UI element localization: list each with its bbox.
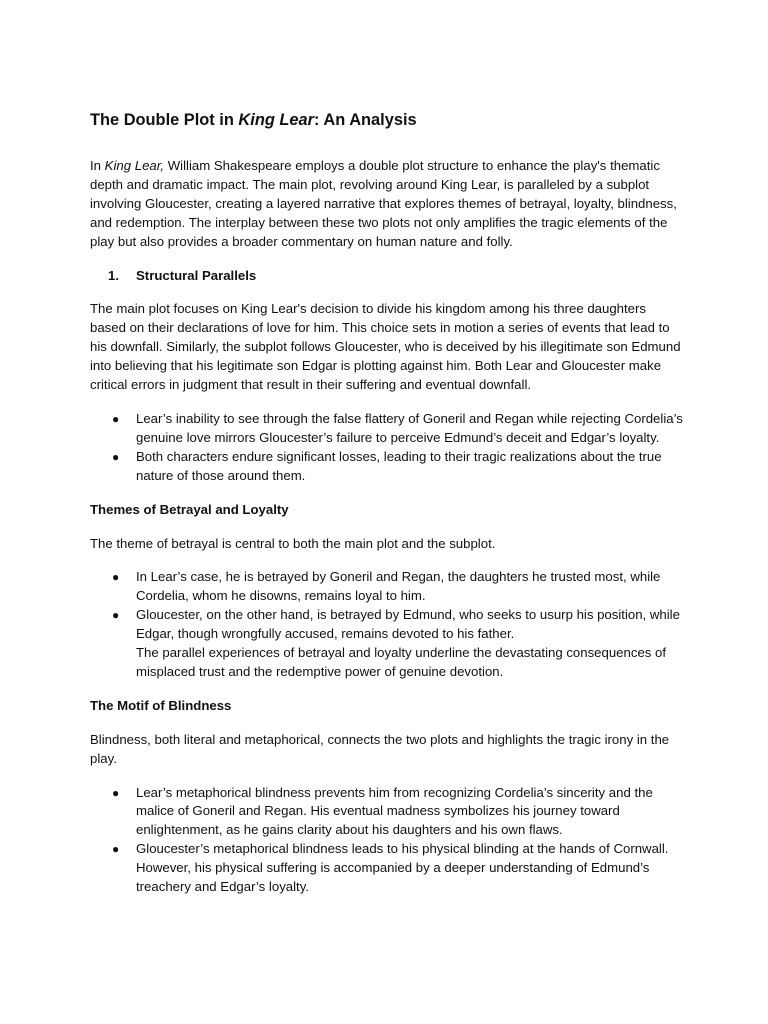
list-item-continuation: The parallel experiences of betrayal and loyalty underline the devastating consequences of misplaced trust and the redemptive power of genuine devotion. [136,645,667,679]
section-number: 1. [108,267,119,283]
blindness-list [90,784,684,897]
bullet-icon: ● [112,449,120,464]
bullet-icon: ● [112,570,120,585]
list-item [90,448,684,486]
title-prefix: The Double Plot in [90,111,239,129]
bullet-icon: ● [112,785,120,800]
bullet-icon: ● [112,842,120,857]
section-structural-parallels-heading [90,267,684,286]
document-title [90,108,684,132]
intro-rest: William Shakespeare employs a double plot structure to enhance the play's thematic depth and dramatic impact. The main plot, revolving around King Lear, is paralleled by a subplot involving Gloucester, creating a layered narrative that explores themes of betrayal, loyalty, blindness, and redemption. The interplay between these two plots not only amplifies the tragic elements of the play but also provides a broader commentary on human nature and folly. [90,158,677,249]
list-item-text: Both characters endure significant losses, leading to their tragic realizations about the true nature of those around them. [136,448,662,483]
list-item [90,840,684,897]
section-betrayal-heading: Themes of Betrayal and Loyalty [90,501,289,517]
intro-italic: King Lear, [104,158,165,173]
betrayal-paragraph: The theme of betrayal is central to both the main plot and the subplot. [90,535,496,551]
bullet-icon: ● [112,411,120,426]
betrayal-list [90,568,684,681]
list-item-text: Lear’s inability to see through the false flattery of Goneril and Regan while rejecting Cordelia’s genuine love mirrors Gloucester’s failure to perceive Edmund’s deceit and Edgar’s loyalty. [136,410,683,445]
list-item [90,784,684,841]
list-item-text: Gloucester, on the other hand, is betrayed by Edmund, who seeks to usurp his position, while Edgar, though wrongfully accused, remains devoted to his father. [136,607,680,642]
structural-parallels-list [90,410,684,486]
blindness-paragraph: Blindness, both literal and metaphorical, connects the two plots and highlights the tragic irony in the play. [90,731,670,766]
list-item-text: In Lear’s case, he is betrayed by Goneril and Regan, the daughters he trusted most, while Cordelia, whom he disowns, remains loyal to him. [136,569,661,604]
list-item [90,606,684,682]
list-item [90,410,684,448]
structural-parallels-paragraph: The main plot focuses on King Lear's decision to divide his kingdom among his three daughters based on their declarations of love for him. This choice sets in motion a series of events that lead to his downfall. Similarly, the subplot follows Gloucester, who is deceived by his illegitimate son Edmund into believing that his legitimate son Edgar is plotting against him. Both Lear and Gloucester make critical errors in judgment that result in their suffering and eventual downfall. [90,301,681,393]
bullet-icon: ● [112,608,120,623]
list-item-text: Gloucester’s metaphorical blindness leads to his physical blinding at the hands of Cornwall. However, his physical suffering is accompanied by a deeper understanding of Edmund’s treachery and Edgar’s loyalty. [136,841,669,895]
document-page [90,108,684,912]
list-item-text: Lear’s metaphorical blindness prevents him from recognizing Cordelia’s sincerity and the malice of Goneril and Regan. His eventual madness symbolizes his journey toward enlightenment, as he gains clarity about his daughters and his own flaws. [136,784,653,838]
intro-prefix: In [90,158,105,173]
section-blindness-heading: The Motif of Blindness [90,697,232,713]
list-item [90,568,684,606]
title-italic: King Lear [238,111,315,129]
section-heading-text: Structural Parallels [136,267,257,283]
intro-paragraph [90,157,684,252]
title-suffix: : An Analysis [314,111,417,129]
